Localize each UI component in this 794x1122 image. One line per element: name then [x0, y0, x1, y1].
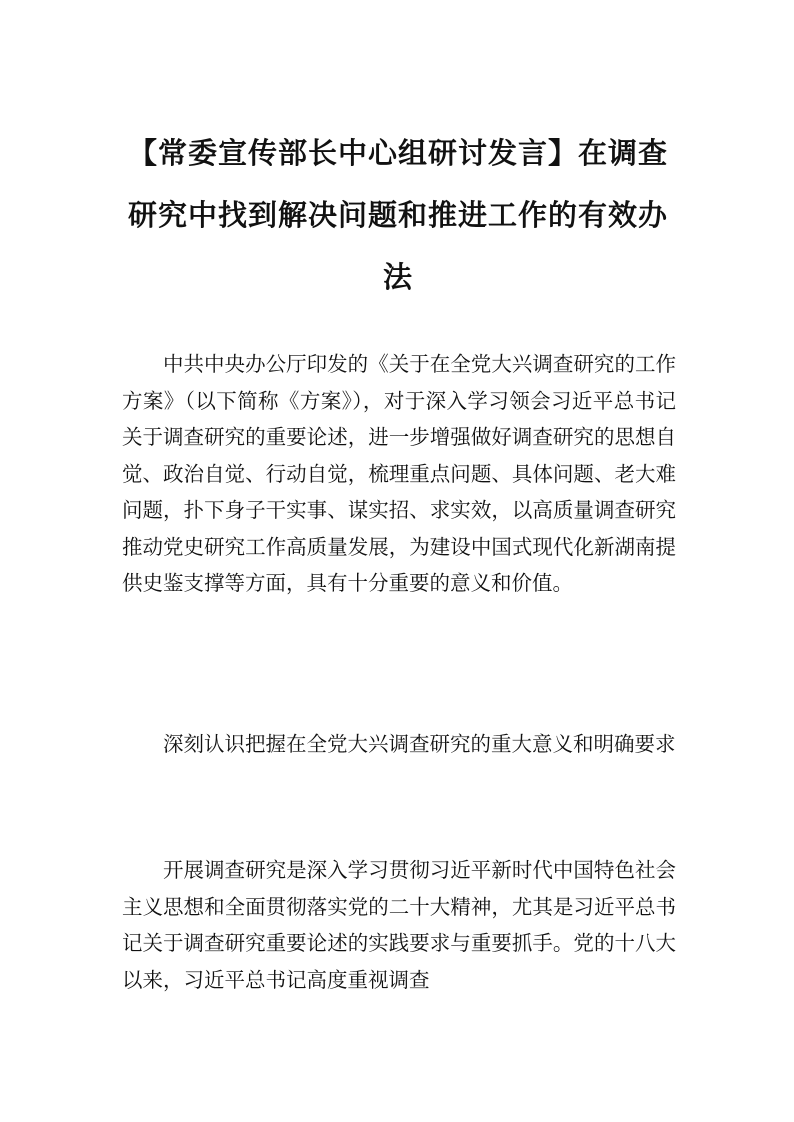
body-paragraph-2: 开展调查研究是深入学习贯彻习近平新时代中国特色社会主义思想和全面贯彻落实党的二十大精神，尤其是习近平总书记关于调查研究重要论述的实践要求与重要抓手。党的十八大以来，习近平总书记高度重视调查 — [122, 858, 676, 992]
section-heading: 深刻认识把握在全党大兴调查研究的重大意义和明确要求 — [163, 732, 676, 756]
body-paragraph-1: 中共中央办公厅印发的《关于在全党大兴调查研究的工作方案》（以下简称《方案》），对于深入学习领会习近平总书记关于调查研究的重要论述，进一步增强做好调查研究的思想自觉、政治自觉、行动自觉，梳理重点问题、具体问题、老大难问题，扑下身子干实事、谋实招、求实效，以高质量调查研究推动党史研究工作高质量发展，为建设中国式现代化新湖南提供史鉴支撑等方面，具有十分重要的意义和价值。 — [122, 352, 676, 595]
document-title: 【常委宣传部长中心组研讨发言】在调查研究中找到解决问题和推进工作的有效办法 — [127, 136, 668, 294]
